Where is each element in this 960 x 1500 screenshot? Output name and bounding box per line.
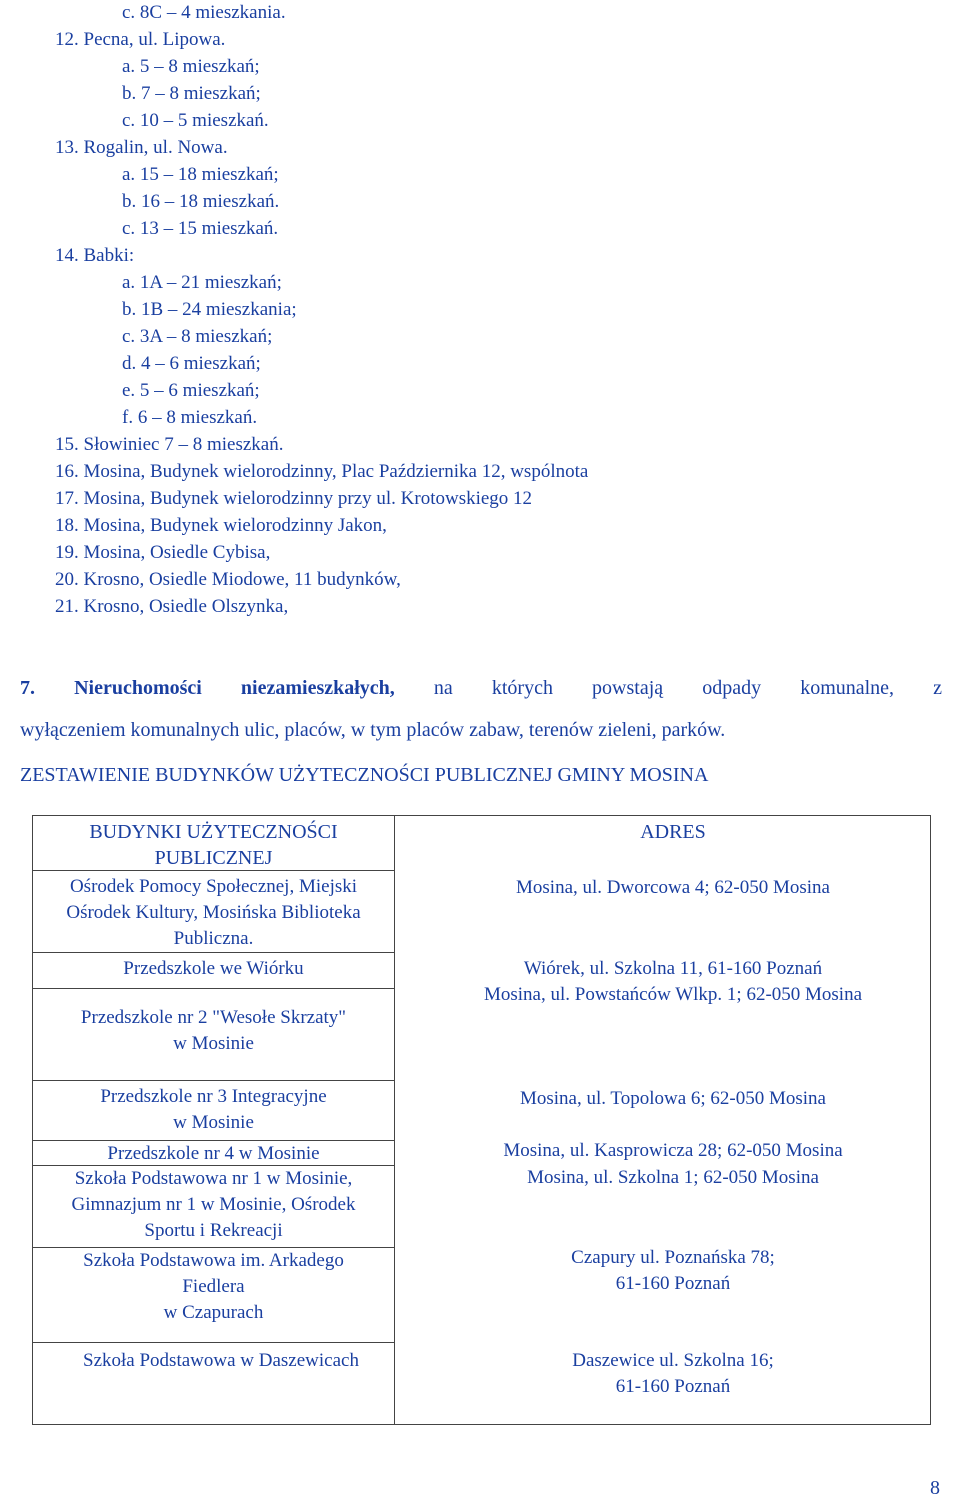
page-number: 8 xyxy=(930,1477,940,1499)
column-header-address: ADRES xyxy=(640,821,706,843)
list-item: 21. Krosno, Osiedle Olszynka, xyxy=(55,596,289,617)
section-7-text: na których powstają odpady komunalne, z xyxy=(433,677,943,699)
list-item: c. 8C – 4 mieszkania. xyxy=(122,2,286,23)
table-cell-address: Daszewice ul. Szkolna 16; 61-160 Poznań xyxy=(572,1350,774,1397)
public-buildings-table xyxy=(32,815,931,1425)
table-cell-address: Mosina, ul. Kasprowicza 28; 62-050 Mosina xyxy=(503,1140,843,1161)
table-heading: ZESTAWIENIE BUDYNKÓW UŻYTECZNOŚCI PUBLICZNEJ GMINY MOSINA xyxy=(20,764,709,786)
column-header-buildings: BUDYNKI UŻYTECZNOŚCI PUBLICZNEJ xyxy=(33,816,395,871)
list-item: 14. Babki: xyxy=(55,245,135,266)
list-item: b. 7 – 8 mieszkań; xyxy=(122,83,261,104)
table-cell-name: Szkoła Podstawowa nr 1 w Mosinie, Gimnazjum nr 1 w Mosinie, Ośrodek Sportu i Rekreacji xyxy=(33,1166,395,1248)
table-cell-address: Mosina, ul. Dworcowa 4; 62-050 Mosina xyxy=(516,877,830,898)
table-cell-name: Ośrodek Pomocy Społecznej, Miejski Ośrodek Kultury, Mosińska Biblioteka Publiczna. xyxy=(33,871,395,953)
list-item: b. 16 – 18 mieszkań. xyxy=(122,191,280,212)
list-item: a. 1A – 21 mieszkań; xyxy=(122,272,282,293)
table-cell-name: Przedszkole nr 3 Integracyjne w Mosinie xyxy=(33,1081,395,1141)
section-7-line-1 xyxy=(20,677,942,699)
list-item: f. 6 – 8 mieszkań. xyxy=(122,407,258,428)
table-cell-name: Przedszkole nr 4 w Mosinie xyxy=(33,1141,395,1166)
list-item: c. 3A – 8 mieszkań; xyxy=(122,326,273,347)
table-cell-name: Szkoła Podstawowa w Daszewicach xyxy=(33,1343,395,1424)
table-cell-address: Czapury ul. Poznańska 78; 61-160 Poznań xyxy=(571,1247,775,1294)
table-cell-address: Mosina, ul. Szkolna 1; 62-050 Mosina xyxy=(527,1167,819,1188)
list-item: 20. Krosno, Osiedle Miodowe, 11 budynków, xyxy=(55,569,401,590)
list-item: c. 10 – 5 mieszkań. xyxy=(122,110,269,131)
list-item: 15. Słowiniec 7 – 8 mieszkań. xyxy=(55,434,284,455)
list-item: a. 15 – 18 mieszkań; xyxy=(122,164,279,185)
list-item: 12. Pecna, ul. Lipowa. xyxy=(55,29,226,50)
list-item: e. 5 – 6 mieszkań; xyxy=(122,380,260,401)
table-cell-name: Przedszkole nr 2 "Wesołe Skrzaty" w Mosinie xyxy=(33,989,395,1081)
list-item: b. 1B – 24 mieszkania; xyxy=(122,299,297,320)
list-item: c. 13 – 15 mieszkań. xyxy=(122,218,279,239)
list-item: 13. Rogalin, ul. Nowa. xyxy=(55,137,228,158)
table-cell-name: Przedszkole we Wiórku xyxy=(33,953,395,989)
list-item: 19. Mosina, Osiedle Cybisa, xyxy=(55,542,271,563)
section-7-line-2: wyłączeniem komunalnych ulic, placów, w tym placów zabaw, terenów zieleni, parków. xyxy=(20,719,726,741)
list-item: 17. Mosina, Budynek wielorodzinny przy ul. Krotowskiego 12 xyxy=(55,488,533,509)
list-item: a. 5 – 8 mieszkań; xyxy=(122,56,260,77)
table-cell-address: Mosina, ul. Powstańców Wlkp. 1; 62-050 Mosina xyxy=(483,984,863,1005)
list-item: 16. Mosina, Budynek wielorodzinny, Plac Października 12, wspólnota xyxy=(55,461,589,482)
section-7-number: 7. xyxy=(20,677,35,699)
list-item: d. 4 – 6 mieszkań; xyxy=(122,353,261,374)
section-7-title: Nieruchomości niezamieszkałych, xyxy=(74,677,395,699)
list-item: 18. Mosina, Budynek wielorodzinny Jakon, xyxy=(55,515,387,536)
table-cell-address: Mosina, ul. Topolowa 6; 62-050 Mosina xyxy=(519,1088,826,1109)
table-cell-name: Szkoła Podstawowa im. Arkadego Fiedlera w Czapurach xyxy=(33,1248,395,1343)
table-cell-address: Wiórek, ul. Szkolna 11, 61-160 Poznań xyxy=(523,958,823,979)
